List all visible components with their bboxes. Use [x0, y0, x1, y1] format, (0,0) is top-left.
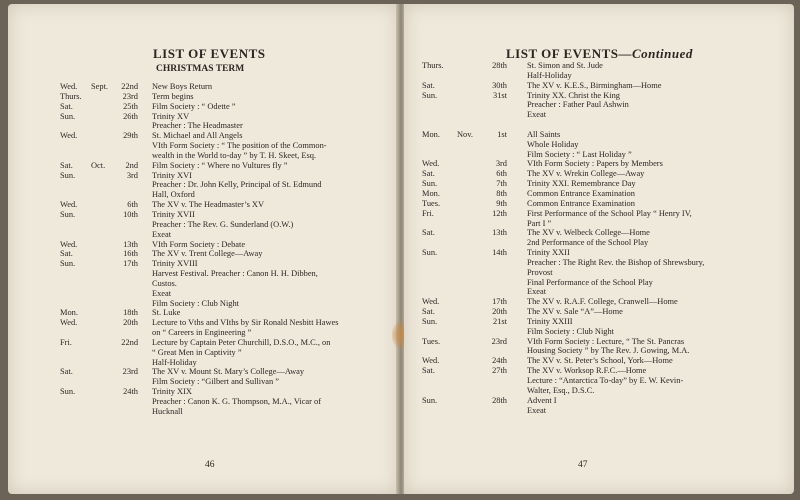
event-day: Sun. [422, 248, 438, 258]
event-description: on “ Careers in Engineering ” [152, 328, 252, 338]
event-date: 22nd [121, 82, 138, 91]
event-date: 23rd [122, 367, 138, 377]
event-day: Sat. [60, 367, 73, 377]
event-day: Wed. [60, 131, 78, 141]
event-day: Tues. [422, 198, 441, 208]
event-date: 21st [493, 316, 507, 326]
event-day: Wed. [60, 82, 78, 91]
event-description: wealth in the World to-day ” by T. H. Skeet, Esq. [152, 150, 317, 160]
event-date: 24th [123, 387, 138, 397]
event-day: Sun. [60, 170, 76, 180]
event-day: Mon. [60, 308, 78, 318]
event-description: Trinity XV [152, 111, 190, 121]
event-description: Film Society : Club Night [527, 326, 615, 336]
event-day: Sun. [422, 395, 438, 405]
event-date: 25th [123, 101, 138, 111]
event-description: Preacher : The Headmaster [152, 121, 243, 131]
event-description: Preacher : Canon K. G. Thompson, M.A., Vicar of [152, 397, 321, 406]
event-description: Common Entrance Examination [527, 188, 635, 198]
event-description: Provost [527, 267, 553, 277]
event-date: 9th [496, 198, 507, 208]
event-day: Sun. [422, 316, 438, 326]
event-description: Exeat [152, 229, 172, 239]
event-day: Tues. [422, 336, 441, 346]
event-date: 13th [492, 228, 507, 238]
event-description: Term begins [152, 91, 194, 101]
event-description: VIth Form Society : Lecture, “ The St. Pancras [527, 336, 685, 346]
event-description: VIth Form Society : “ The position of the Common- [152, 141, 327, 151]
event-date: 30th [492, 80, 507, 90]
event-date: 29th [123, 131, 138, 141]
event-date: 22nd [121, 337, 138, 347]
event-description: Trinity XXII [527, 248, 570, 258]
event-date: 18th [123, 308, 138, 318]
page-title [506, 46, 693, 62]
page-number: 47 [578, 460, 588, 470]
event-date: 2nd [125, 160, 138, 170]
event-description: Film Society : “Gilbert and Sullivan ” [152, 377, 280, 387]
event-date: 20th [123, 318, 138, 328]
event-day: Fri. [60, 337, 72, 347]
event-day: Sat. [422, 80, 435, 90]
event-day: Thurs. [422, 61, 444, 70]
event-month: Nov. [457, 129, 473, 139]
event-description: Trinity XVI [152, 170, 192, 180]
event-date: 7th [496, 179, 507, 189]
event-date: 26th [123, 111, 138, 121]
event-description: The XV v. Worksop R.F.C.—Home [527, 366, 647, 376]
event-description: First Performance of the School Play “ Henry IV, [527, 208, 692, 218]
event-description: Advent I [527, 395, 557, 405]
event-date: 31st [493, 90, 507, 100]
event-description: Harvest Festival. Preacher : Canon H. H. Dibben, [152, 269, 318, 279]
page-number: 46 [205, 460, 215, 470]
event-date: 8th [496, 188, 507, 198]
event-description: Lecture by Captain Peter Churchill, D.S.O., M.C., on [152, 337, 331, 347]
event-day: Sun. [60, 259, 76, 269]
event-description: 2nd Performance of the School Play [527, 238, 649, 248]
event-description: Exeat [152, 288, 172, 298]
event-description: Lecture to Vths and VIths by Sir Ronald Nesbitt Hawes [152, 318, 339, 328]
event-description: The XV v. R.A.F. College, Cranwell—Home [527, 297, 678, 307]
event-day: Sun. [422, 90, 438, 100]
event-day: Mon. [422, 188, 440, 198]
event-description: Trinity XVIII [152, 259, 198, 269]
event-description: Trinity XVII [152, 209, 195, 219]
event-description: Film Society : “ Odette ” [152, 101, 236, 111]
event-description: Trinity XXIII [527, 316, 573, 326]
event-day: Sat. [60, 160, 73, 170]
event-day: Sat. [60, 101, 73, 111]
event-description: Preacher : The Rev. G. Sunderland (O.W.) [152, 219, 294, 229]
event-description: Custos. [152, 278, 177, 288]
event-description: Trinity XX. Christ the King [527, 90, 620, 100]
event-day: Sat. [60, 249, 73, 259]
event-day: Sat. [422, 307, 435, 317]
event-description: Hucknall [152, 406, 183, 416]
event-date: 24th [492, 356, 507, 366]
event-description: Exeat [527, 287, 547, 297]
event-date: 6th [127, 200, 138, 210]
event-day: Sat. [422, 366, 435, 376]
event-date: 27th [492, 366, 507, 376]
title-main: LIST OF EVENTS [506, 46, 619, 61]
event-date: 17th [492, 297, 507, 307]
event-description: Film Society : “ Where no Vultures fly ” [152, 160, 288, 170]
event-description: Preacher : Dr. John Kelly, Principal of St. Edmund [152, 180, 322, 190]
event-date: 3rd [495, 159, 507, 169]
event-description: Film Society : “ Last Holiday ” [527, 149, 632, 159]
event-description: Walter, Esq., D.S.C. [527, 385, 595, 395]
event-date: 17th [123, 259, 138, 269]
event-day: Wed. [422, 356, 440, 366]
event-description: VIth Form Society : Debate [152, 239, 246, 249]
event-day: Wed. [60, 200, 78, 210]
term-subtitle: CHRISTMAS TERM [156, 64, 245, 74]
event-date: 3rd [126, 170, 138, 180]
event-description: Trinity XXI. Remembrance Day [527, 179, 636, 189]
event-date: 1st [497, 129, 507, 139]
right-page [404, 4, 794, 494]
event-date: 20th [492, 307, 507, 317]
event-description: The XV v. Wrekin College—Away [527, 169, 645, 179]
event-date: 28th [492, 61, 507, 70]
event-day: Sat. [422, 228, 435, 238]
event-description: Lecture : “Antarctica To-day” by E. W. Kevin- [527, 376, 684, 385]
event-description: “ Great Men in Captivity ” [152, 347, 242, 357]
event-description: Trinity XIX [152, 387, 192, 397]
event-description: Housing Society ” by The Rev. J. Gowing, M.A. [527, 346, 690, 356]
event-month: Sept. [91, 82, 108, 91]
event-day: Sun. [60, 387, 76, 397]
event-description: Whole Holiday [527, 139, 579, 149]
event-description: St. Luke [152, 308, 181, 318]
event-day: Wed. [422, 297, 440, 307]
event-day: Sat. [422, 169, 435, 179]
event-description: The XV v. St. Peter’s School, York—Home [527, 356, 673, 366]
event-date: 6th [496, 169, 507, 179]
event-description: The XV v. Mount St. Mary’s College—Away [152, 367, 305, 377]
event-day: Wed. [60, 239, 78, 249]
event-description: St. Simon and St. Jude [527, 61, 603, 70]
event-description: Final Performance of the School Play [527, 277, 653, 287]
event-day: Fri. [422, 208, 434, 218]
event-description: The XV v. Welbeck College—Home [527, 228, 650, 238]
event-description: Hall, Oxford [152, 190, 195, 200]
event-description: St. Michael and All Angels [152, 131, 243, 141]
event-date: 16th [123, 249, 138, 259]
event-description: Exeat [527, 110, 547, 120]
event-description: All Saints [527, 129, 561, 139]
event-day: Sun. [422, 179, 438, 189]
event-description: The XV v. Trent College—Away [152, 249, 263, 259]
event-description: Half-Holiday [527, 70, 572, 80]
event-date: 14th [492, 248, 507, 258]
page-title: LIST OF EVENTS [153, 46, 266, 61]
event-day: Mon. [422, 129, 440, 139]
event-day: Sun. [60, 111, 76, 121]
event-description: Film Society : Club Night [152, 298, 240, 308]
event-date: 28th [492, 395, 507, 405]
event-description: Common Entrance Examination [527, 198, 635, 208]
event-description: VIth Form Society : Papers by Members [527, 159, 663, 169]
event-day: Wed. [422, 159, 440, 169]
event-day: Wed. [60, 318, 78, 328]
event-day: Sun. [60, 209, 76, 219]
event-description: The XV v. Sale “A”—Home [527, 307, 623, 317]
event-description: Exeat [527, 405, 547, 415]
event-description: Part I ” [527, 218, 552, 228]
event-day: Thurs. [60, 91, 82, 101]
event-description: Preacher : The Right Rev. the Bishop of Shrewsbury, [527, 257, 705, 267]
event-description: Half-Holiday [152, 357, 197, 367]
event-description: New Boys Return [152, 82, 213, 91]
event-date: 23rd [491, 336, 507, 346]
left-page [8, 4, 398, 494]
title-continued: —Continued [618, 46, 693, 61]
event-date: 13th [123, 239, 138, 249]
event-month: Oct. [91, 160, 106, 170]
event-description: The XV v. K.E.S., Birmingham—Home [527, 80, 662, 90]
event-date: 23rd [122, 91, 138, 101]
event-date: 12th [492, 208, 507, 218]
event-date: 10th [123, 209, 138, 219]
event-description: Preacher : Father Paul Ashwin [527, 100, 629, 110]
event-description: The XV v. The Headmaster’s XV [152, 200, 265, 210]
